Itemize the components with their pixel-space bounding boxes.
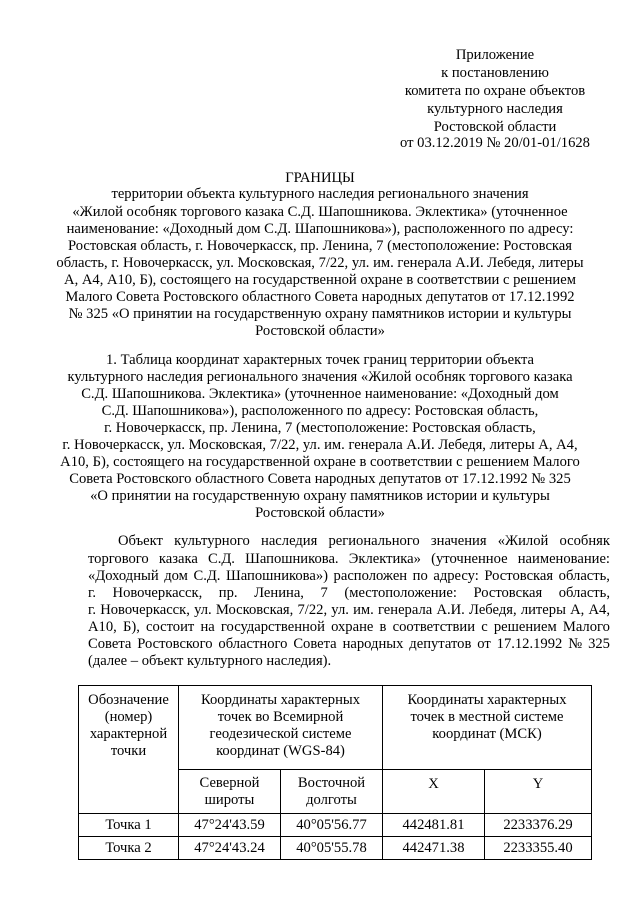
header-wgs84: Координаты характерных точек во Всемирной геодезической системе координат (WGS-84) [179, 686, 383, 770]
coord-x: 442471.38 [383, 837, 485, 860]
section-line: Совета Ростовского областного Совета народных депутатов от 17.12.1992 № 325 [69, 471, 571, 487]
paragraph-line: «Доходный дом С.Д. Шапошникова») расположен по адресу: Ростовская область, [88, 568, 610, 584]
header-line: к постановлению [441, 65, 549, 81]
coord-y: 2233376.29 [485, 814, 592, 837]
title-line: Ростовской области» [255, 323, 385, 339]
point-label: Точка 1 [79, 814, 179, 837]
header-line: от 03.12.2019 № 20/01-01/1628 [400, 135, 590, 151]
title-line: А, А4, А10, Б), состоящего на государственной охране в соответствии с решением [64, 272, 576, 288]
coord-x: 442481.81 [383, 814, 485, 837]
title-line: Ростовская область, г. Новочеркасск, пр. Ленина, 7 (местоположение: Ростовская [67, 238, 572, 254]
north-latitude: 47°24'43.24 [179, 837, 281, 860]
table-header-row [79, 686, 592, 770]
header-msk: Координаты характерных точек в местной системе координат (МСК) [383, 686, 592, 770]
paragraph-line: торгового казака С.Д. Шапошникова. Эклектика» (уточненное наименование: [88, 551, 610, 567]
section-line: А10, Б), состоящего на государственной охране в соответствии с решением Малого [60, 454, 580, 470]
header-line: Приложение [455, 47, 535, 63]
coordinates-table [78, 685, 592, 860]
east-longitude: 40°05'55.78 [281, 837, 383, 860]
header-line: Ростовской области [433, 119, 557, 135]
section-line: С.Д. Шапошникова. Эклектика» (уточненное наименование: «Доходный дом [81, 386, 559, 402]
section-line: 1. Таблица координат характерных точек границ территории объекта [105, 352, 534, 368]
header-line: комитета по охране объектов [404, 83, 586, 99]
paragraph-line: г. Новочеркасск, ул. Московская, 7/22, ул. им. генерала А.И. Лебедя, литеры А, А4, [88, 602, 610, 618]
section-line: культурного наследия регионального значения «Жилой особняк торгового казака [67, 369, 573, 385]
section-line: г. Новочеркасск, ул. Московская, 7/22, ул. им. генерала А.И. Лебедя, литеры А, А4, [62, 437, 578, 453]
title-line: наименование: «Доходный дом С.Д. Шапошникова»), расположенного по адресу: [66, 221, 574, 237]
header-east: Восточной долготы [281, 770, 383, 814]
title-line: область, г. Новочеркасск, ул. Московская, 7/22, ул. им. генерала А.И. Лебедя, литеры [56, 255, 584, 271]
title-line: Малого Совета Ростовского областного Совета народных депутатов от 17.12.1992 [65, 289, 575, 305]
section-line: «О принятии на государственную охрану памятников истории и культуры [90, 488, 550, 504]
table-row [79, 837, 592, 860]
table-row [79, 814, 592, 837]
point-label: Точка 2 [79, 837, 179, 860]
title-line: № 325 «О принятии на государственную охрану памятников истории и культуры [68, 306, 572, 322]
north-latitude: 47°24'43.59 [179, 814, 281, 837]
section-line: г. Новочеркасск, пр. Ленина, 7 (местоположение: Ростовская область, [104, 420, 536, 436]
section-line: С.Д. Шапошникова»), расположенного по адресу: Ростовская область, [101, 403, 539, 419]
title-heading: ГРАНИЦЫ [285, 170, 355, 186]
header-line: культурного наследия [427, 101, 563, 117]
east-longitude: 40°05'56.77 [281, 814, 383, 837]
header-north: Северной широты [179, 770, 281, 814]
header-x: X [383, 770, 485, 814]
section-line: Ростовской области» [255, 505, 385, 521]
header-y: Y [485, 770, 592, 814]
paragraph-line: г. Новочеркасск, пр. Ленина, 7 (местоположение: Ростовская область, [88, 585, 610, 601]
title-line: «Жилой особняк торгового казака С.Д. Шапошникова. Эклектика» (уточненное [72, 204, 568, 220]
paragraph-line: (далее – объект культурного наследия). [88, 653, 332, 669]
paragraph-line: Объект культурного наследия регионального значения «Жилой особняк [118, 533, 610, 549]
header-designation: Обозначение (номер) характерной точки [79, 686, 179, 814]
coord-y: 2233355.40 [485, 837, 592, 860]
paragraph-line: А10, Б), состоит на государственной охране в соответствии с решением Малого [88, 619, 610, 635]
paragraph-line: Совета Ростовского областного Совета народных депутатов от 17.12.1992 № 325 [88, 636, 610, 652]
title-line: территории объекта культурного наследия регионального значения [111, 186, 529, 202]
